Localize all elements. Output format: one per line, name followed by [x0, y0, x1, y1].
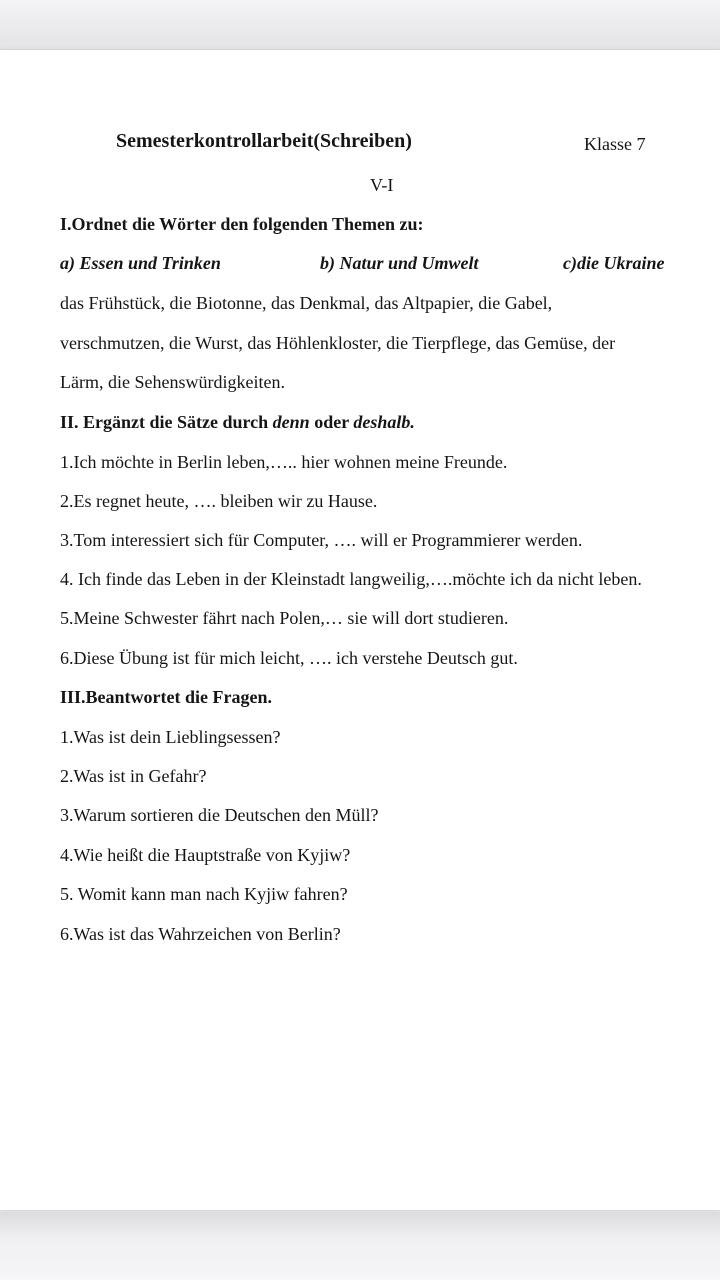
bottom-bar — [0, 1212, 720, 1280]
theme-list — [60, 253, 680, 277]
question-item: 5. Womit kann man nach Kyjiw fahren? — [60, 884, 348, 904]
exercise-item: 1.Ich möchte in Berlin leben,….. hier wohnen meine Freunde. — [60, 452, 508, 472]
grade-label: Klasse 7 — [584, 134, 646, 154]
section2-heading-deshalb: deshalb. — [353, 412, 415, 432]
exercise-item: 5.Meine Schwester fährt nach Polen,… sie will dort studieren. — [60, 608, 509, 628]
top-bar — [0, 0, 720, 48]
question-item: 3.Warum sortieren die Deutschen den Müll? — [60, 805, 379, 825]
question-item: 4.Wie heißt die Hauptstraße von Kyjiw? — [60, 845, 351, 865]
document-title: Semesterkontrollarbeit(Schreiben) — [116, 130, 412, 152]
theme-c: c)die Ukraine — [563, 253, 665, 273]
section2-heading-a: II. Ergänzt die Sätze durch — [60, 412, 273, 432]
section3-heading: III.Beantwortet die Fragen. — [60, 687, 272, 707]
question-item: 2.Was ist in Gefahr? — [60, 766, 207, 786]
words-line: das Frühstück, die Biotonne, das Denkmal, das Altpapier, die Gabel, — [60, 293, 553, 313]
question-item: 6.Was ist das Wahrzeichen von Berlin? — [60, 924, 341, 944]
exercise-item: 3.Tom interessiert sich für Computer, …. will er Programmierer werden. — [60, 530, 583, 550]
section2-heading-b: oder — [309, 412, 354, 432]
exercise-item: 6.Diese Übung ist für mich leicht, …. ich verstehe Deutsch gut. — [60, 648, 518, 668]
exercise-item: 2.Es regnet heute, …. bleiben wir zu Hause. — [60, 491, 378, 511]
section1-heading-text: .Ordnet die Wörter den folgenden Themen zu: — [67, 214, 424, 234]
variant-label: V-I — [370, 175, 394, 195]
words-line: Lärm, die Sehenswürdigkeiten. — [60, 372, 285, 392]
exercise-item: 4. Ich finde das Leben in der Kleinstadt langweilig,….möchte ich da nicht leben. — [60, 569, 642, 589]
theme-a: a) Essen und Trinken — [60, 253, 221, 273]
section1-heading-prefix: I — [60, 214, 68, 234]
words-line: verschmutzen, die Wurst, das Höhlenkloster, die Tierpflege, das Gemüse, der — [60, 333, 616, 353]
section1-heading — [60, 213, 424, 235]
section2-heading-denn: denn — [272, 412, 310, 432]
section2-heading — [60, 411, 415, 433]
theme-b: b) Natur und Umwelt — [320, 253, 479, 273]
question-item: 1.Was ist dein Lieblingsessen? — [60, 727, 281, 747]
